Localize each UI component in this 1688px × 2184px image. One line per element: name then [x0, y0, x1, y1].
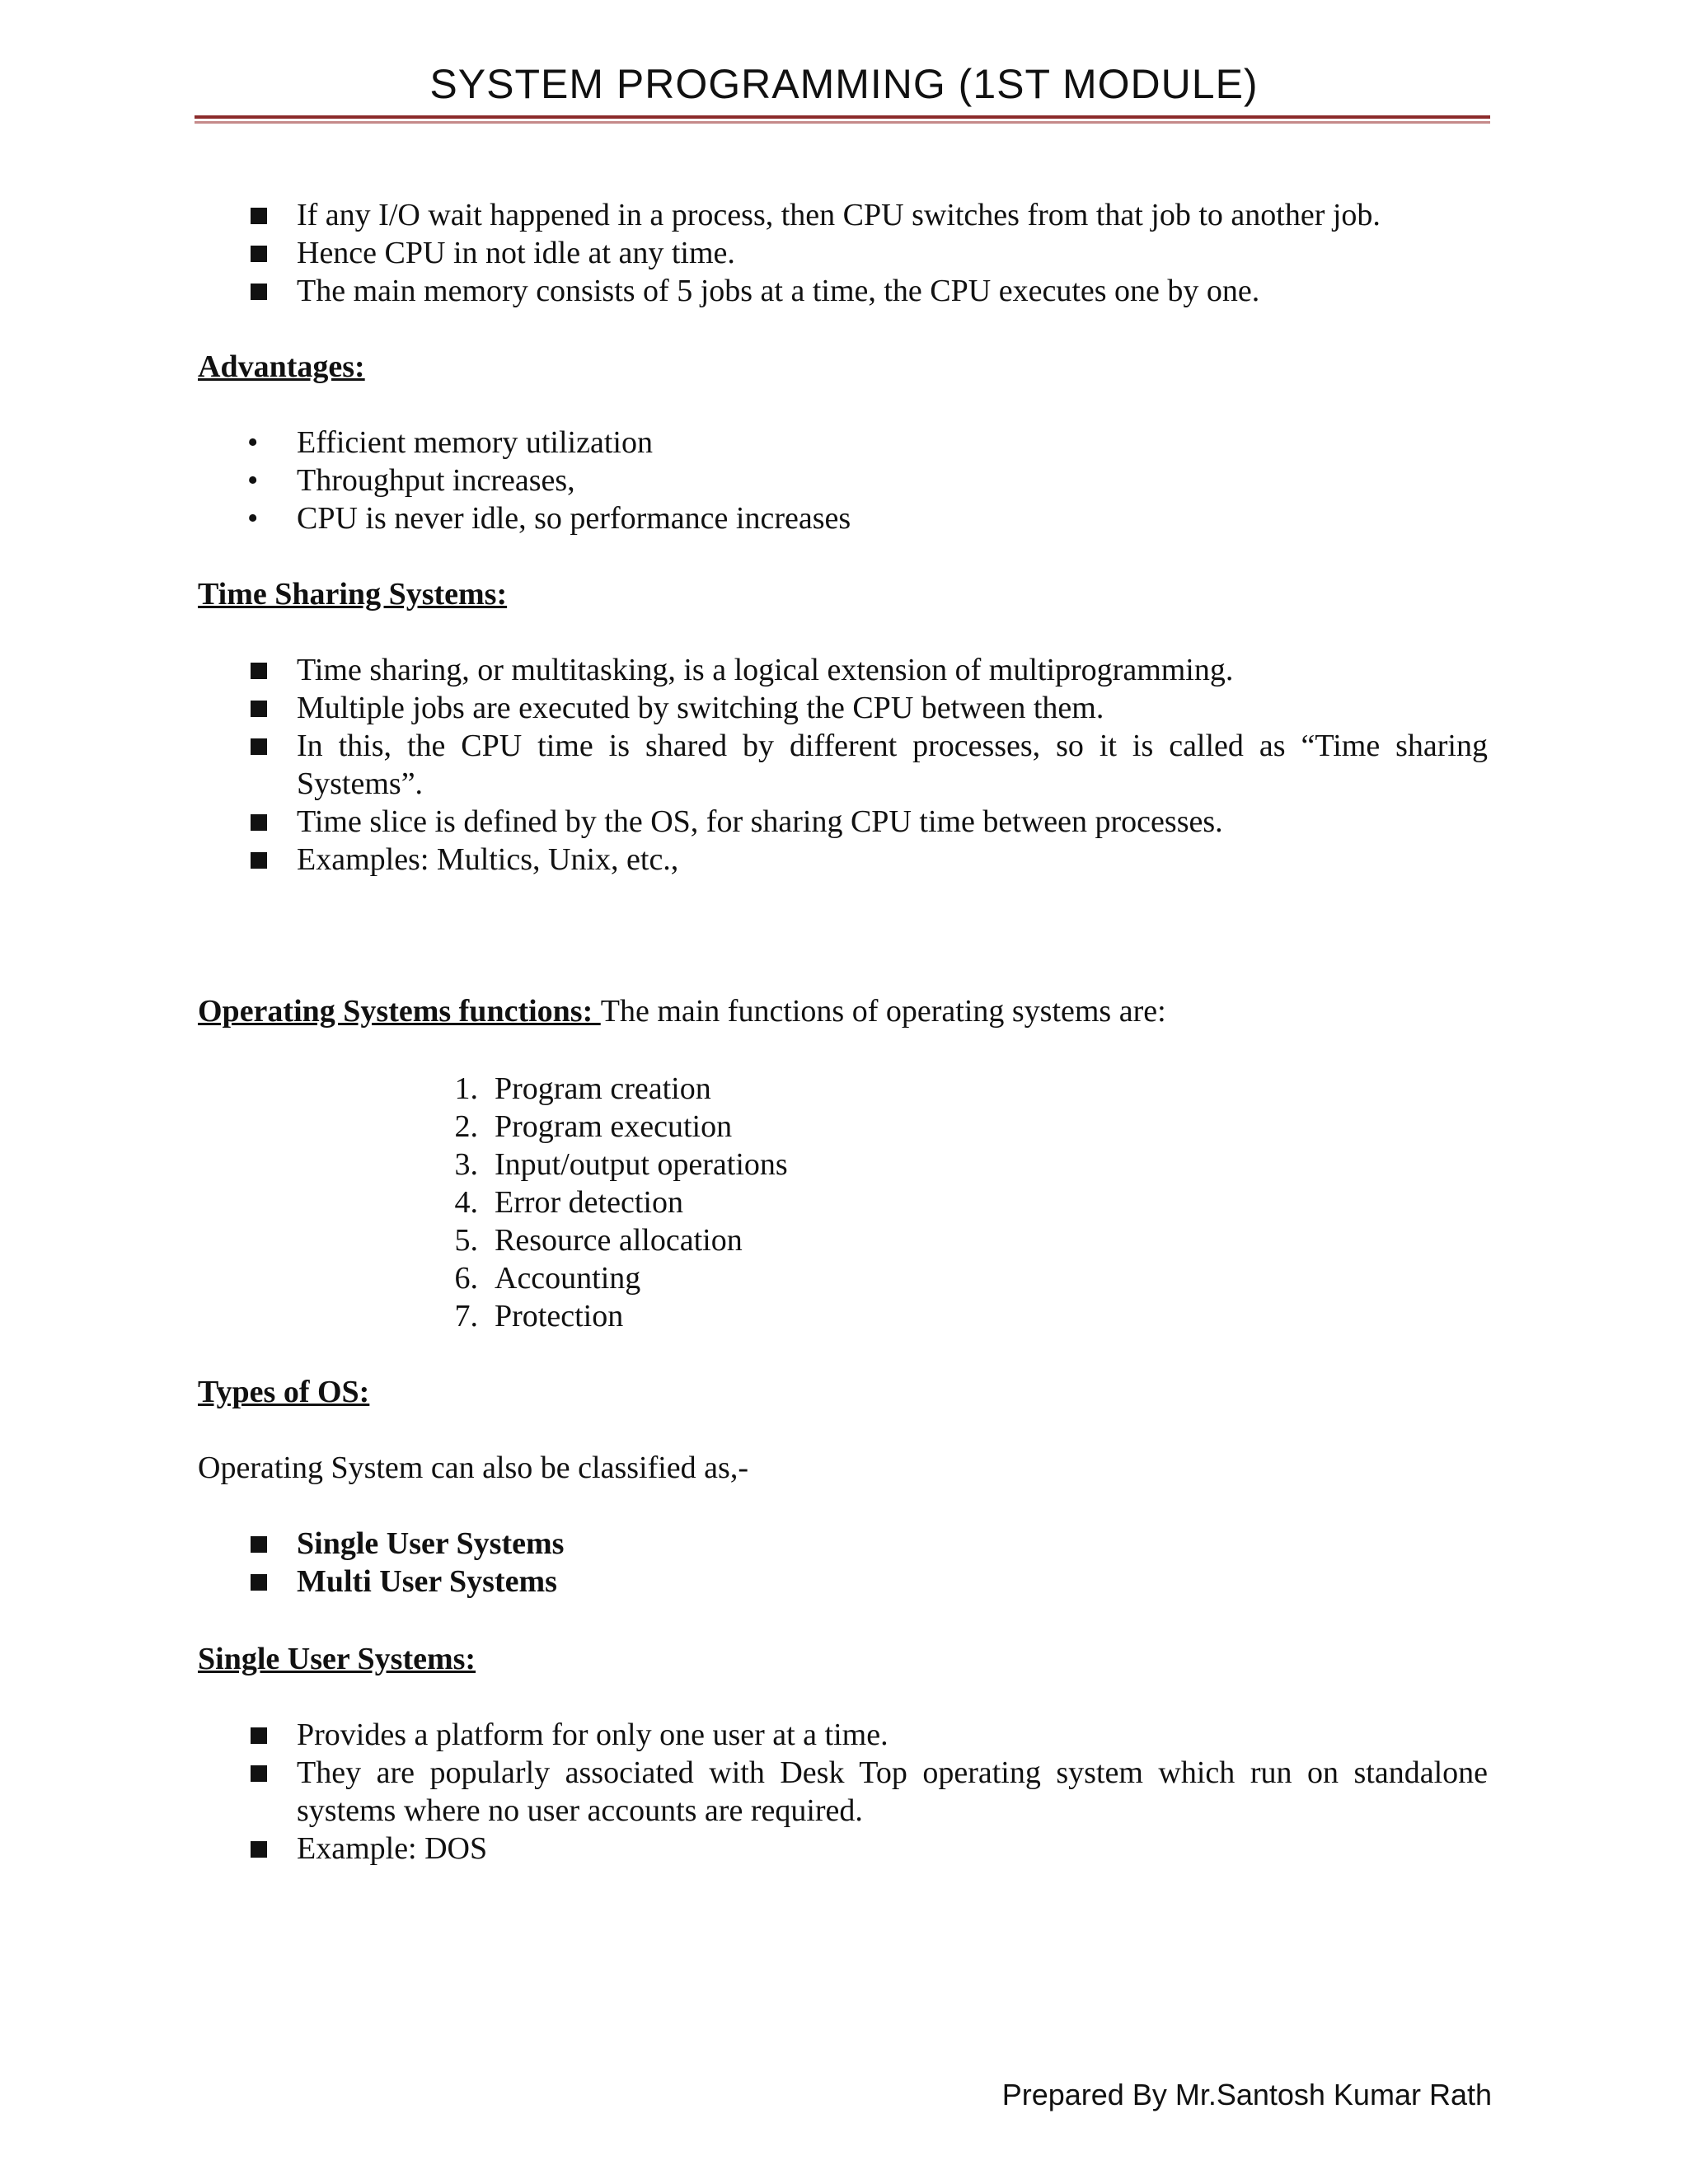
list-item: Multi User Systems: [198, 1563, 1488, 1601]
list-item: Single User Systems: [198, 1525, 1488, 1563]
os-functions-heading-block: [198, 992, 1488, 1030]
list-item: 3. Input/output operations: [454, 1147, 788, 1182]
os-functions-list: [437, 1070, 788, 1335]
bullet-icon: •: [247, 425, 259, 460]
types-of-os-heading: Types of OS:: [198, 1375, 370, 1409]
square-bullet-icon: [251, 1727, 267, 1744]
list-item: 2. Program execution: [454, 1109, 733, 1144]
list-item: If any I/O wait happened in a process, then CPU switches from that job to another job.: [198, 196, 1488, 234]
advantages-section: [198, 424, 1488, 537]
types-intro-block: [198, 1449, 1488, 1487]
intro-list: [198, 196, 1488, 310]
list-item: 1. Program creation: [454, 1071, 711, 1106]
intro-section: [198, 196, 1488, 310]
square-bullet-icon: [251, 246, 267, 262]
square-bullet-icon: [251, 208, 267, 224]
square-bullet-icon: [251, 663, 267, 679]
list-item: Example: DOS: [198, 1830, 1488, 1868]
single-user-list: [198, 1716, 1488, 1868]
list-item: • Efficient memory utilization: [247, 425, 653, 460]
list-item: Time sharing, or multitasking, is a logical extension of multiprogramming.: [198, 651, 1488, 689]
list-item: 6. Accounting: [454, 1261, 641, 1296]
list-item: • CPU is never idle, so performance increases: [247, 501, 851, 536]
square-bullet-icon: [251, 701, 267, 717]
time-sharing-heading: Time Sharing Systems:: [198, 577, 508, 612]
list-item: They are popularly associated with Desk Top operating system which run on standalone systems where no user accounts are required.: [198, 1754, 1488, 1830]
square-bullet-icon: [251, 1765, 267, 1782]
time-sharing-section: [198, 651, 1488, 879]
single-user-section: [198, 1716, 1488, 1868]
list-item: 7. Protection: [454, 1299, 624, 1333]
bullet-icon: •: [247, 501, 259, 536]
single-user-heading: Single User Systems:: [198, 1642, 476, 1676]
advantages-list: [198, 424, 1488, 537]
square-bullet-icon: [251, 814, 267, 831]
time-sharing-list: [198, 651, 1488, 879]
advantages-heading-block: [198, 348, 1488, 386]
list-item: Hence CPU in not idle at any time.: [198, 234, 1488, 272]
square-bullet-icon: [251, 1536, 267, 1553]
types-section: [198, 1525, 1488, 1601]
list-item: Multiple jobs are executed by switching the CPU between them.: [198, 689, 1488, 727]
list-item: Examples: Multics, Unix, etc.,: [198, 841, 1488, 879]
types-of-os-intro: Operating System can also be classified as,-: [198, 1451, 748, 1485]
types-heading-block: [198, 1373, 1488, 1411]
os-functions-intro: The main functions of operating systems are:: [600, 994, 1166, 1029]
list-item: Time slice is defined by the OS, for sharing CPU time between processes.: [198, 803, 1488, 841]
square-bullet-icon: [251, 284, 267, 300]
single-user-heading-block: [198, 1640, 1488, 1678]
advantages-heading: Advantages:: [198, 349, 365, 384]
bullet-icon: •: [247, 463, 259, 498]
page-title: SYSTEM PROGRAMMING (1ST MODULE): [429, 61, 1259, 107]
time-sharing-heading-block: [198, 575, 1488, 613]
header-rule: [195, 115, 1490, 119]
footer-credit: Prepared By Mr.Santosh Kumar Rath: [1001, 2078, 1492, 2111]
list-item: The main memory consists of 5 jobs at a time, the CPU executes one by one.: [198, 272, 1488, 310]
square-bullet-icon: [251, 852, 267, 869]
os-functions-heading: Operating Systems functions:: [198, 994, 601, 1029]
square-bullet-icon: [251, 1841, 267, 1858]
header-rule-shadow: [195, 121, 1490, 124]
square-bullet-icon: [251, 1574, 267, 1591]
list-item: 5. Resource allocation: [454, 1223, 743, 1258]
list-item: Provides a platform for only one user at a time.: [198, 1716, 1488, 1754]
list-item: In this, the CPU time is shared by different processes, so it is called as “Time sharing Systems”.: [198, 727, 1488, 803]
list-item: • Throughput increases,: [247, 463, 575, 498]
square-bullet-icon: [251, 738, 267, 755]
list-item: 4. Error detection: [454, 1185, 683, 1220]
types-list: [198, 1525, 1488, 1601]
